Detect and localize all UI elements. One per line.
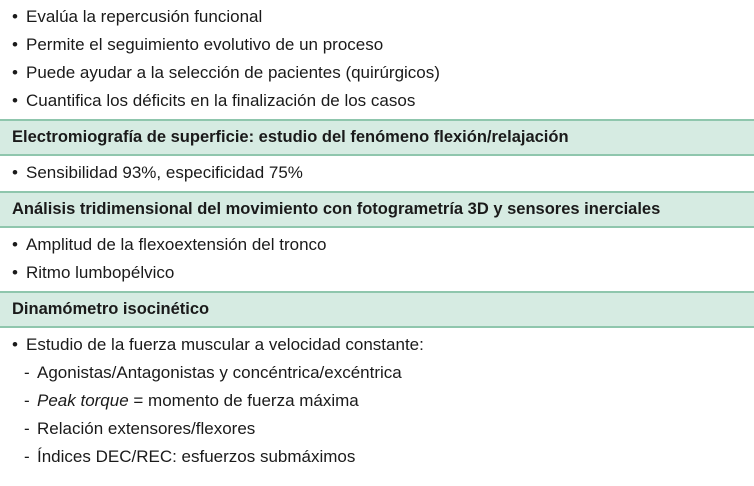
bullet-marker: • bbox=[12, 335, 18, 354]
list-item: • Permite el seguimiento evolutivo de un proceso bbox=[12, 35, 384, 54]
bullet-marker: • bbox=[12, 63, 18, 82]
section-list-3d-analysis bbox=[0, 228, 754, 291]
list-item: • Cuantifica los déficits en la finalización de los casos bbox=[12, 91, 416, 110]
section-list-emg bbox=[0, 156, 754, 191]
section-header-3d-analysis: Análisis tridimensional del movimiento con fotogrametría 3D y sensores inerciales bbox=[0, 191, 754, 228]
sub-list-item: - Peak torque = momento de fuerza máxima bbox=[24, 391, 359, 410]
list-item: • Estudio de la fuerza muscular a velocidad constante: bbox=[12, 335, 424, 354]
section-header-emg: Electromiografía de superficie: estudio del fenómeno flexión/relajación bbox=[0, 119, 754, 156]
bullet-marker: • bbox=[12, 91, 18, 110]
section-list-dynamometer bbox=[0, 328, 754, 475]
bullet-marker: • bbox=[12, 7, 18, 26]
section-header-dynamometer: Dinamómetro isocinético bbox=[0, 291, 754, 328]
bullet-marker: • bbox=[12, 35, 18, 54]
list-item: • Ritmo lumbopélvico bbox=[12, 263, 175, 282]
dash-marker: - bbox=[24, 363, 30, 382]
list-item: • Puede ayudar a la selección de pacientes (quirúrgicos) bbox=[12, 63, 440, 82]
bullet-marker: • bbox=[12, 163, 18, 182]
list-item: • Amplitud de la flexoextensión del tronco bbox=[12, 235, 327, 254]
list-item: • Sensibilidad 93%, especificidad 75% bbox=[12, 163, 303, 182]
dash-marker: - bbox=[24, 447, 30, 466]
sub-list-item: - Relación extensores/flexores bbox=[24, 419, 256, 438]
intro-list bbox=[0, 0, 754, 119]
bullet-marker: • bbox=[12, 235, 18, 254]
dash-marker: - bbox=[24, 391, 30, 410]
sub-list-item: - Índices DEC/REC: esfuerzos submáximos bbox=[24, 447, 356, 466]
dash-marker: - bbox=[24, 419, 30, 438]
bullet-marker: • bbox=[12, 263, 18, 282]
sub-list-item: - Agonistas/Antagonistas y concéntrica/excéntrica bbox=[24, 363, 402, 382]
peak-torque-term: Peak torque bbox=[37, 391, 129, 410]
list-item: • Evalúa la repercusión funcional bbox=[12, 7, 263, 26]
